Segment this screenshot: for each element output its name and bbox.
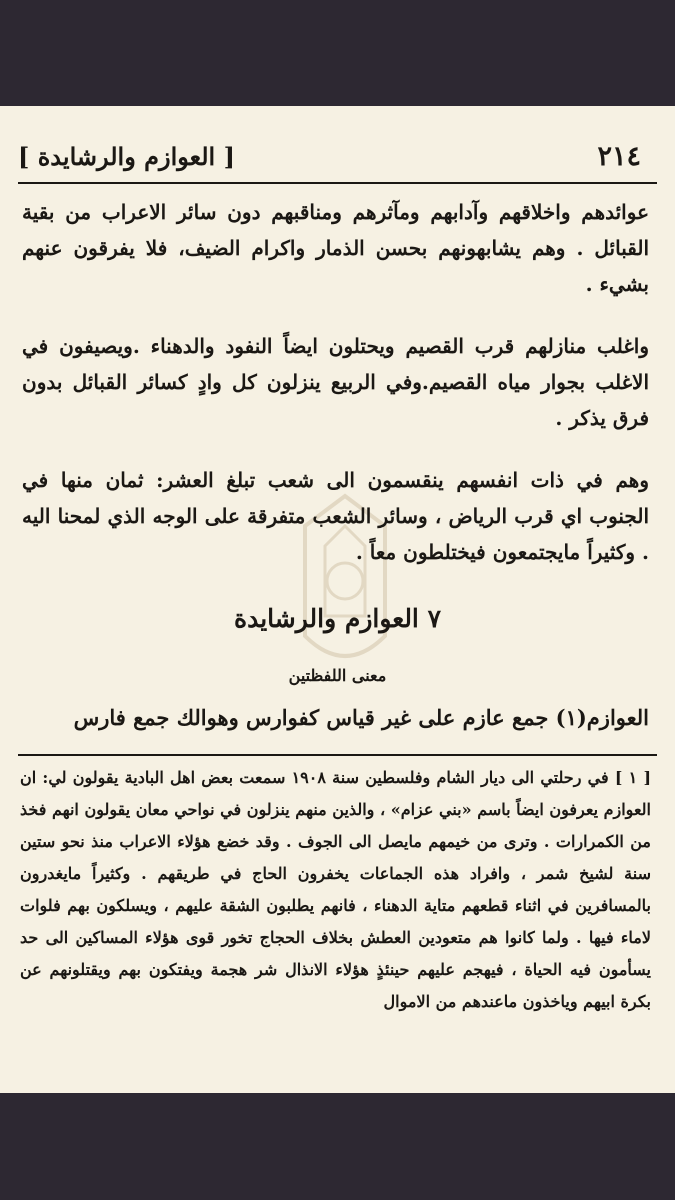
bottom-dark-band (0, 1093, 675, 1200)
book-page (0, 106, 675, 1093)
footnote: [ ١ ] في رحلتي الى ديار الشام وفلسطين سنة ١٩٠٨ سمعت بعض اهل البادية يقولون لي: ان العوازم يعرفون ايضاً باسم «بني عزام» ، والذين منهم ينزلون في نواحي معان يقولون انهم فخذ من الكمرارات . وترى من خيمهم مايصل الى الجوف . وقد خضع هؤلاء الاعراب منذ نحو ستين سنة لشيخ شمر ، وافراد هذه الجماعات يخفرون الحاج في طريقهم . وكثيراً مايغدرون بالمسافرين في اثناء قطعهم متاية الدهناء ، فانهم يطلبون الشقة عليهم ، ويسلكون بهم فلوات لاماء فيها . ولما كانوا هم متعودين العطش بخلاف الحجاج تخور قوى هؤلاء المساكين الى حد يسأمون فيه الحياة ، فيهجم عليهم حينئذٍ هؤلاء الانذال شر هجمة ويفتكون بهم ويقتلونهم عن بكرة ابيهم وياخذون ماعندهم من الاموال (20, 768, 652, 1011)
page-header (18, 136, 641, 176)
paragraph-3: وهم في ذات انفسهم ينقسمون الى شعب تبلغ العشر: ثمان منها في الجنوب اي قرب الرياض ، وسائر الشعب متفرقة على الوجه الذي لمحنا اليه . وكثيراً مايجتمعون فيختلطون معاً . (22, 468, 649, 564)
paragraph-4: العوازم(١) جمع عازم على غير قياس كفوارس وهوالك جمع فارس (73, 705, 649, 730)
top-dark-band (0, 0, 675, 106)
section-heading: ٧ العوازم والرشايدة (233, 604, 442, 633)
running-title: [ العوازم والرشايدة ] (18, 141, 235, 171)
section-subheading: معنى اللفظتين (288, 666, 387, 685)
paragraph-2: واغلب منازلهم قرب القصيم ويحتلون ايضاً النفود والدهناء .ويصيفون في الاغلب بجوار مياه القصيم.وفي الربيع ينزلون كل وادٍ كسائر القبائل بدون فرق يذكر . (22, 334, 649, 430)
header-divider (18, 182, 657, 184)
paragraph-1: عوائدهم واخلاقهم وآدابهم ومآثرهم ومناقبهم دون سائر الاعراب من بقية القبائل . وهم يشابهونهم بحسن الذمار واكرام الضيف، فلا يفرقون عنهم بشيء . (22, 200, 649, 296)
page-number: ٢١٤ (597, 140, 641, 172)
footnote-divider (18, 754, 657, 756)
